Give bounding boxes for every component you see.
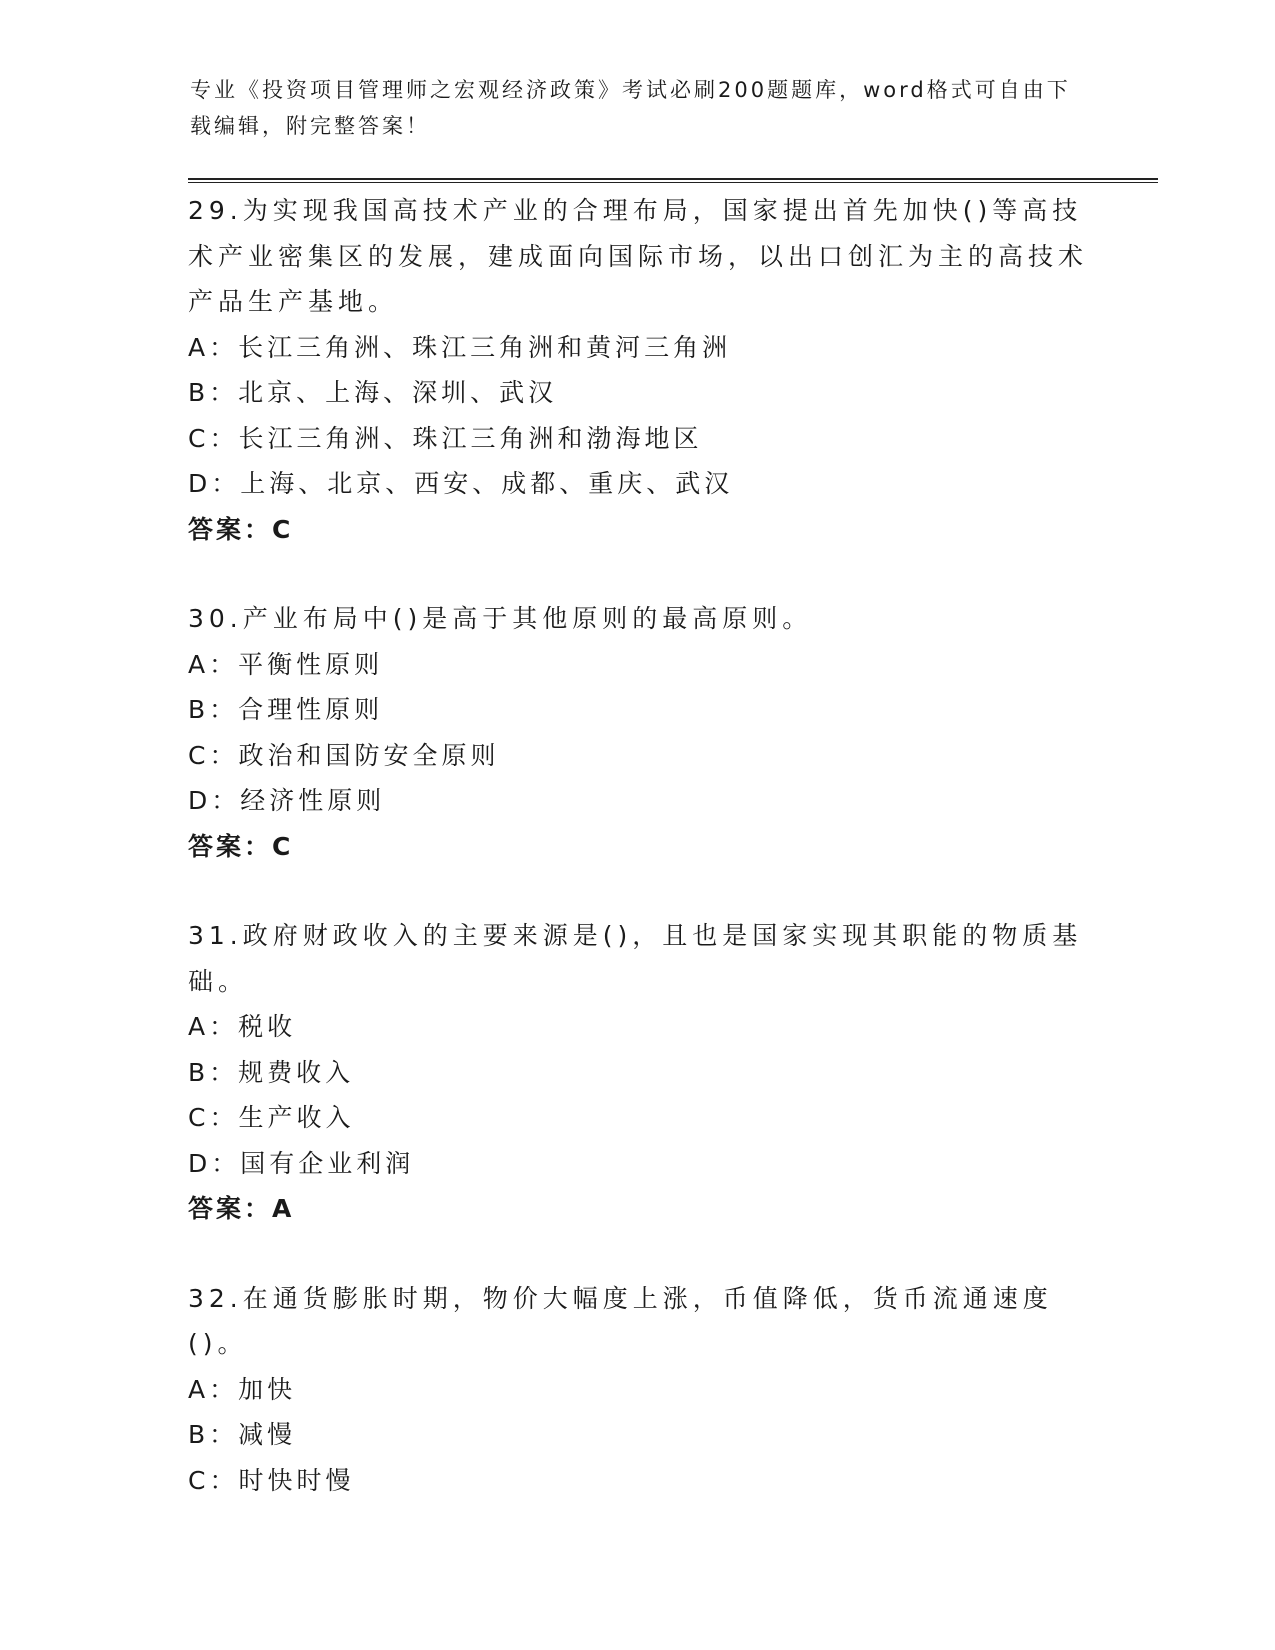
option-a: A：加快 — [188, 1374, 297, 1404]
question-30 — [188, 596, 1088, 869]
option-a: A：长江三角洲、珠江三角洲和黄河三角洲 — [188, 332, 732, 362]
option-b: B：合理性原则 — [188, 695, 384, 724]
option-a: A：平衡性原则 — [188, 649, 384, 679]
question-stem: 31.政府财政收入的主要来源是()，且也是国家实现其职能的物质基础。 — [188, 921, 1083, 996]
header-divider — [188, 178, 1158, 183]
question-stem: 30.产业布局中()是高于其他原则的最高原则。 — [188, 604, 813, 633]
answer: 答案：C — [188, 831, 294, 861]
option-d: D：经济性原则 — [188, 786, 386, 815]
answer: 答案：A — [188, 1194, 295, 1223]
option-c: C：长江三角洲、珠江三角洲和渤海地区 — [188, 423, 703, 453]
option-c: C：生产收入 — [188, 1103, 355, 1132]
option-b: B：减慢 — [188, 1420, 297, 1449]
question-list — [188, 188, 1088, 1547]
option-a: A：税收 — [188, 1012, 297, 1041]
answer: 答案：C — [188, 514, 294, 544]
option-b: B：规费收入 — [188, 1057, 355, 1087]
question-29 — [188, 188, 1088, 552]
header-text: 专业《投资项目管理师之宏观经济政策》考试必刷200题题库，word格式可自由下载编辑，附完整答案！ — [190, 78, 1071, 138]
option-d: D：上海、北京、西安、成都、重庆、武汉 — [188, 469, 734, 498]
option-d: D：国有企业利润 — [188, 1148, 415, 1178]
question-stem: 29.为实现我国高技术产业的合理布局，国家提出首先加快()等高技术产业密集区的发展，建成面向国际市场，以出口创汇为主的高技术产品生产基地。 — [188, 196, 1089, 316]
option-c: C：政治和国防安全原则 — [188, 740, 500, 770]
question-32 — [188, 1276, 1088, 1504]
question-31 — [188, 913, 1088, 1232]
document-header — [190, 72, 1090, 144]
question-stem: 32.在通货膨胀时期，物价大幅度上涨，币值降低，货币流通速度()。 — [188, 1283, 1053, 1358]
option-b: B：北京、上海、深圳、武汉 — [188, 378, 558, 407]
option-c: C：时快时慢 — [188, 1465, 355, 1495]
